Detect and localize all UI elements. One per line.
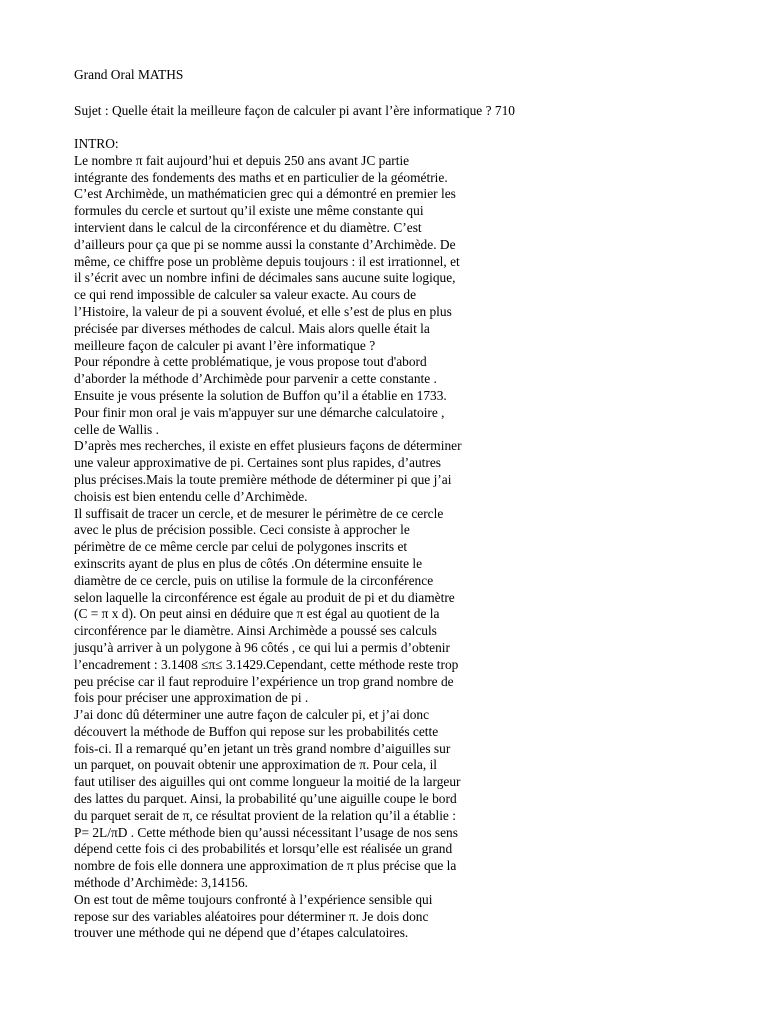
document-page <box>74 67 674 941</box>
text-line: ce qui rend impossible de calculer sa valeur exacte. Au cours de <box>74 287 417 303</box>
text-line: D’après mes recherches, il existe en effet plusieurs façons de déterminer <box>74 438 462 454</box>
text-line: exinscrits ayant de plus en plus de côtés .On détermine ensuite le <box>74 555 423 571</box>
document-subject: Sujet : Quelle était la meilleure façon de calculer pi avant l’ère informatique ? 710 <box>74 103 515 118</box>
text-line: diamètre de ce cercle, puis on utilise la formule de la circonférence <box>74 572 434 588</box>
text-line: Il suffisait de tracer un cercle, et de mesurer le périmètre de ce cercle <box>74 505 444 521</box>
text-line: même, ce chiffre pose un problème depuis toujours : il est irrationnel, et <box>74 253 460 269</box>
text-line: Pour répondre à cette problématique, je vous propose tout d'abord <box>74 354 427 370</box>
text-line: On est tout de même toujours confronté à l’expérience sensible qui <box>74 891 433 907</box>
text-line: l’encadrement : 3.1408 ≤π≤ 3.1429.Cependant, cette méthode reste trop <box>74 656 459 672</box>
text-line: Pour finir mon oral je vais m'appuyer sur une démarche calculatoire , <box>74 404 445 420</box>
text-line: formules du cercle et surtout qu’il existe une même constante qui <box>74 203 424 219</box>
text-line: l’Histoire, la valeur de pi a souvent évolué, et elle s’est de plus en plus <box>74 303 452 319</box>
text-line: d’aborder la méthode d’Archimède pour parvenir a cette constante . <box>74 371 437 387</box>
text-line: meilleure façon de calculer pi avant l’ère informatique ? <box>74 337 376 353</box>
text-line <box>74 942 674 959</box>
text-line: dépend cette fois ci des probabilités et lorsqu’elle est réalisée un grand <box>74 841 453 857</box>
text-line: du parquet serait de π, ce résultat provient de la relation qu’il a établie : <box>74 807 456 823</box>
text-line: nombre de fois elle donnera une approximation de π plus précise que la <box>74 858 457 874</box>
text-line: jusqu’à arriver à un polygone à 96 côtés , ce qui lui a permis d’obtenir <box>74 639 450 655</box>
text-line: intégrante des fondements des maths et en particulier de la géométrie. <box>74 169 448 185</box>
text-line: J’ai donc dû déterminer une autre façon de calculer pi, et j’ai donc <box>74 707 430 723</box>
text-line: Le nombre π fait aujourd’hui et depuis 250 ans avant JC partie <box>74 152 410 168</box>
text-line: précisée par diverses méthodes de calcul. Mais alors quelle était la <box>74 320 430 336</box>
text-line: circonférence par le diamètre. Ainsi Archimède a poussé ses calculs <box>74 623 437 639</box>
text-line: P= 2L/πD . Cette méthode bien qu’aussi nécessitant l’usage de nos sens <box>74 824 458 840</box>
text-line: repose sur des variables aléatoires pour déterminer π. Je dois donc <box>74 908 429 924</box>
text-line: des lattes du parquet. Ainsi, la probabilité qu’une aiguille coupe le bord <box>74 791 457 807</box>
text-line: selon laquelle la circonférence est égale au produit de pi et du diamètre <box>74 589 455 605</box>
text-line: celle de Wallis . <box>74 421 159 437</box>
text-line: peu précise car il faut reproduire l’expérience un trop grand nombre de <box>74 673 454 689</box>
text-line: périmètre de ce même cercle par celui de polygones inscrits et <box>74 539 408 555</box>
text-line: d’ailleurs pour ça que pi se nomme aussi la constante d’Archimède. De <box>74 236 456 252</box>
text-line: (C = π x d). On peut ainsi en déduire que π est égal au quotient de la <box>74 606 440 622</box>
text-line: méthode d’Archimède: 3,14156. <box>74 875 249 891</box>
text-line: fois pour préciser une approximation de pi . <box>74 690 309 706</box>
text-line: Ensuite je vous présente la solution de Buffon qu’il a établie en 1733. <box>74 387 447 403</box>
text-line: fois-ci. Il a remarqué qu’en jetant un très grand nombre d’aiguilles sur <box>74 740 451 756</box>
text-line: trouver une méthode qui ne dépend que d’étapes calculatoires. <box>74 925 409 941</box>
text-line: un parquet, on pouvait obtenir une approximation de π. Pour cela, il <box>74 757 438 773</box>
text-line: plus précises.Mais la toute première méthode de déterminer pi que j’ai <box>74 471 452 487</box>
text-line: découvert la méthode de Buffon qui repose sur les probabilités cette <box>74 723 439 739</box>
text-line: choisis est bien entendu celle d’Archimède. <box>74 488 308 504</box>
text-line: faut utiliser des aiguilles qui ont comme longueur la moitié de la largeur <box>74 774 461 790</box>
text-line: il s’écrit avec un nombre infini de décimales sans aucune suite logique, <box>74 270 456 286</box>
text-line: intervient dans le calcul de la circonférence et du diamètre. C’est <box>74 219 422 235</box>
text-line: avec le plus de précision possible. Ceci consiste à approcher le <box>74 522 410 538</box>
text-line: INTRO: <box>74 136 119 151</box>
document-title: Grand Oral MATHS <box>74 67 184 82</box>
text-line: C’est Archimède, un mathématicien grec qui a démontré en premier les <box>74 186 456 202</box>
document-body <box>74 136 674 959</box>
text-line: une valeur approximative de pi. Certaines sont plus rapides, d’autres <box>74 455 442 471</box>
